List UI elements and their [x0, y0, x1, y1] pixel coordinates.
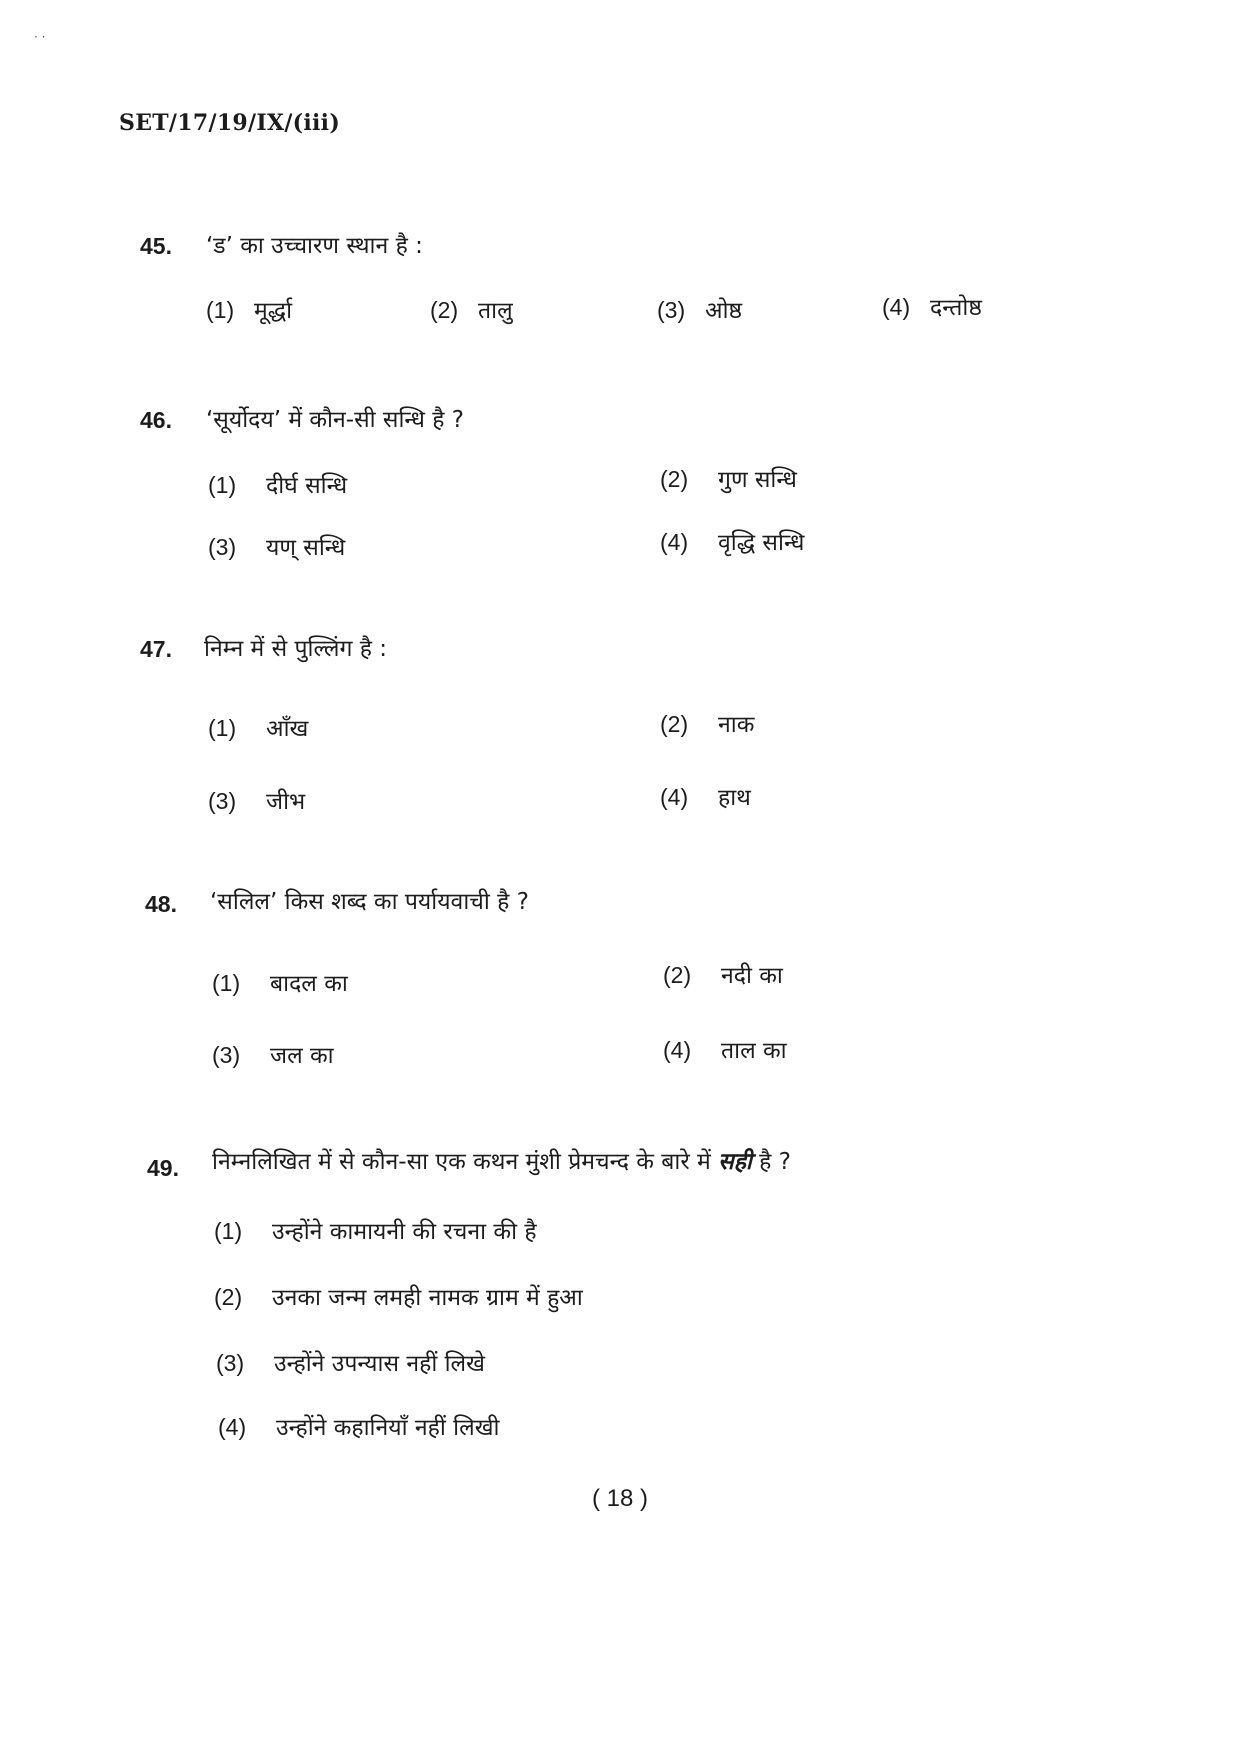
- option-text: नाक: [718, 712, 755, 738]
- option-number: (2): [214, 1284, 243, 1310]
- option-text: उन्होंने कामायनी की रचना की है: [272, 1219, 537, 1245]
- question-45-option-1: [206, 293, 292, 325]
- question-47-option-3: [208, 784, 305, 816]
- question-49-text: [212, 1144, 791, 1176]
- option-number: (4): [663, 1037, 692, 1063]
- option-text: मूर्द्धा: [254, 298, 293, 324]
- option-text: दीर्घ सन्धि: [266, 473, 348, 499]
- question-48-text: ‘सलिल’ किस शब्द का पर्यायवाची है ?: [210, 889, 529, 915]
- question-46-option-3: [208, 530, 345, 562]
- question-49-option-4: [218, 1410, 499, 1442]
- option-text: गुण सन्धि: [718, 467, 797, 493]
- question-46-option-1: [208, 468, 347, 500]
- question-47-option-4: [660, 780, 751, 812]
- option-number: (3): [657, 297, 686, 323]
- question-48-number: 48.: [145, 891, 177, 917]
- option-number: (4): [882, 294, 911, 320]
- option-number: (1): [206, 297, 235, 323]
- option-text: वृद्धि सन्धि: [718, 530, 805, 556]
- question-48-option-2: [663, 958, 783, 990]
- question-46-option-4: [660, 525, 804, 557]
- question-47-option-2: [660, 707, 754, 739]
- option-text: जल का: [270, 1043, 334, 1069]
- question-45-option-2: [430, 293, 513, 325]
- option-text: बादल का: [270, 971, 348, 997]
- scan-mark: · ·: [34, 30, 46, 44]
- option-number: (4): [660, 529, 689, 555]
- option-number: (2): [663, 962, 692, 988]
- paper-code: SET/17/19/IX/(iii): [119, 110, 341, 136]
- option-text: तालु: [478, 298, 513, 324]
- question-46-option-2: [660, 462, 797, 494]
- question-48-option-4: [663, 1033, 787, 1065]
- option-text: नदी का: [721, 963, 783, 989]
- option-text: उनका जन्म लमही नामक ग्राम में हुआ: [272, 1285, 583, 1311]
- question-47-number: 47.: [140, 636, 172, 662]
- option-text: आँख: [266, 716, 309, 742]
- question-49-option-2: [214, 1280, 583, 1312]
- option-text: दन्तोष्ठ: [930, 295, 982, 321]
- option-text: हाथ: [718, 785, 751, 811]
- question-46-text: ‘सूर्योदय’ में कौन-सी सन्धि है ?: [206, 407, 464, 433]
- question-49-text-after: है ?: [759, 1149, 791, 1175]
- option-number: (1): [214, 1218, 243, 1244]
- option-number: (1): [212, 970, 241, 996]
- option-text: यण् सन्धि: [266, 535, 346, 561]
- option-number: (3): [208, 788, 237, 814]
- option-number: (3): [216, 1350, 245, 1376]
- question-45-text: ‘ड’ का उच्चारण स्थान है :: [206, 233, 423, 259]
- option-number: (2): [660, 466, 689, 492]
- question-45-number: 45.: [140, 233, 172, 259]
- question-49-option-3: [216, 1346, 485, 1378]
- option-number: (2): [430, 297, 459, 323]
- option-number: (1): [208, 472, 237, 498]
- question-49-option-1: [214, 1214, 537, 1246]
- option-number: (2): [660, 711, 689, 737]
- question-48-option-3: [212, 1038, 334, 1070]
- question-46-number: 46.: [140, 407, 172, 433]
- option-text: उन्होंने कहानियाँ नहीं लिखी: [276, 1415, 500, 1441]
- option-number: (3): [208, 534, 237, 560]
- page-number: ( 18 ): [592, 1485, 649, 1512]
- question-47-text: निम्न में से पुल्लिंग है :: [204, 636, 387, 662]
- option-number: (4): [218, 1414, 247, 1440]
- question-48-option-1: [212, 966, 348, 998]
- question-49-emphasis: सही: [718, 1149, 752, 1175]
- question-47-option-1: [208, 711, 308, 743]
- option-text: ओष्ठ: [705, 298, 743, 324]
- option-text: ताल का: [721, 1038, 787, 1064]
- option-number: (3): [212, 1042, 241, 1068]
- question-45-option-4: [882, 290, 982, 322]
- option-text: जीभ: [266, 789, 306, 815]
- question-45-option-3: [657, 293, 742, 325]
- option-number: (4): [660, 784, 689, 810]
- question-49-text-before: निम्नलिखित में से कौन-सा एक कथन मुंशी प्रेमचन्द के बारे में: [212, 1149, 711, 1175]
- option-number: (1): [208, 715, 237, 741]
- question-49-number: 49.: [147, 1155, 179, 1181]
- option-text: उन्होंने उपन्यास नहीं लिखे: [274, 1351, 485, 1377]
